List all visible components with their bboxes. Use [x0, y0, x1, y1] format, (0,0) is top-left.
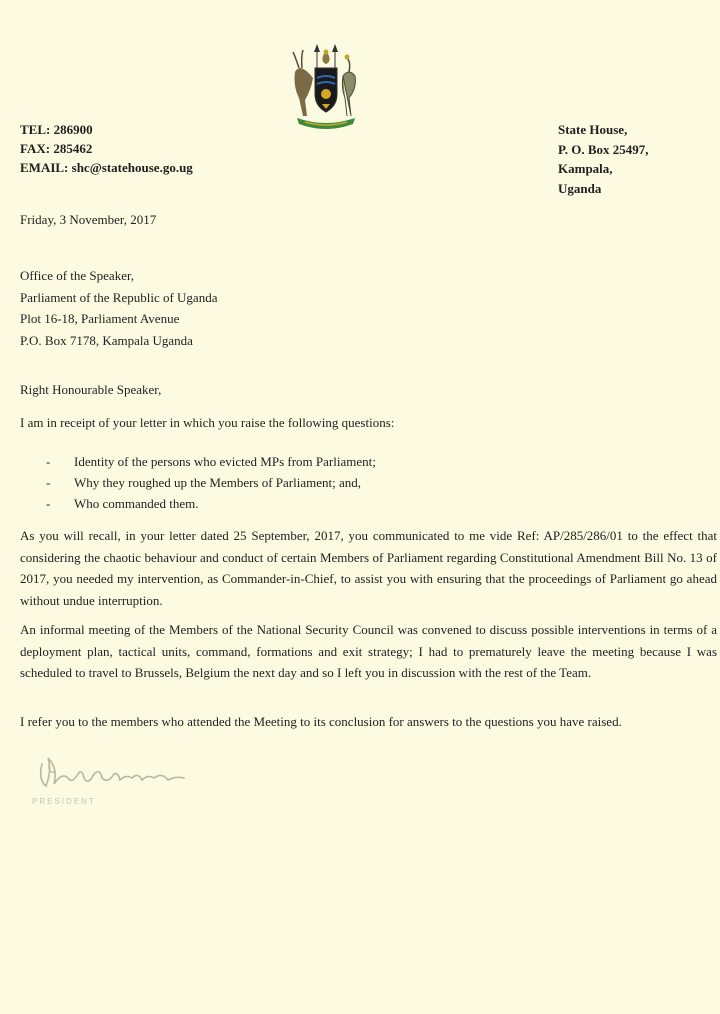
question-text: Why they roughed up the Members of Parliament; and,: [74, 475, 362, 490]
coat-of-arms-logo: [287, 42, 365, 134]
list-item: [20, 493, 376, 514]
list-item: [20, 472, 376, 493]
body-paragraph: An informal meeting of the Members of the National Security Council was convened to discuss possible interventions in terms of a deployment plan, tactical units, command, formations and exit strategy; I had to prematurely leave the meeting because I was scheduled to travel to Brussels, Belgium the next day and so I left you in discussion with the rest of the Team.: [20, 622, 717, 681]
bullet-dash: -: [46, 475, 51, 490]
list-item: [20, 451, 376, 472]
address-line: P. O. Box 25497,: [558, 141, 649, 157]
bullet-dash: -: [46, 454, 51, 469]
recipient-address: [20, 265, 217, 351]
address-line: State House,: [558, 122, 628, 137]
letterhead-address: [558, 120, 649, 198]
recipient-line: Plot 16-18, Parliament Avenue: [20, 311, 180, 326]
bullet-dash: -: [46, 496, 51, 511]
question-text: Who commanded them.: [74, 496, 199, 511]
body-paragraph: As you will recall, in your letter dated 25 September, 2017, you communicated to me vide Ref: AP/285/286/01 to the effect that considering the chaotic behaviour and conduct of certain Members of Parliament regarding Constitutional Amendment Bill No. 13 of 2017, you needed my intervention, as Commander-in-Chief, to assist you with ensuring that the proceedings of Parliament go ahead without undue interruption.: [20, 528, 717, 608]
intro-paragraph: I am in receipt of your letter in which you raise the following questions:: [20, 415, 395, 430]
recipient-line: Parliament of the Republic of Uganda: [20, 289, 218, 305]
body-paragraph: I refer you to the members who attended the Meeting to its conclusion for answers to the questions you have raised.: [20, 714, 622, 729]
signatory-title: PRESIDENT: [32, 797, 96, 806]
address-line: Kampala,: [558, 161, 613, 176]
recipient-line: P.O. Box 7178, Kampala Uganda: [20, 332, 193, 348]
email-address: EMAIL: shc@statehouse.go.ug: [20, 160, 193, 175]
question-text: Identity of the persons who evicted MPs from Parliament;: [74, 454, 376, 469]
fax-number: FAX: 285462: [20, 141, 93, 156]
question-list: [20, 451, 376, 514]
phone-number: TEL: 286900: [20, 122, 93, 137]
address-line: Uganda: [558, 180, 602, 196]
salutation: Right Honourable Speaker,: [20, 382, 162, 397]
recipient-line: Office of the Speaker,: [20, 268, 135, 283]
letter-date: Friday, 3 November, 2017: [20, 212, 157, 227]
letterhead-contact: [20, 120, 193, 177]
